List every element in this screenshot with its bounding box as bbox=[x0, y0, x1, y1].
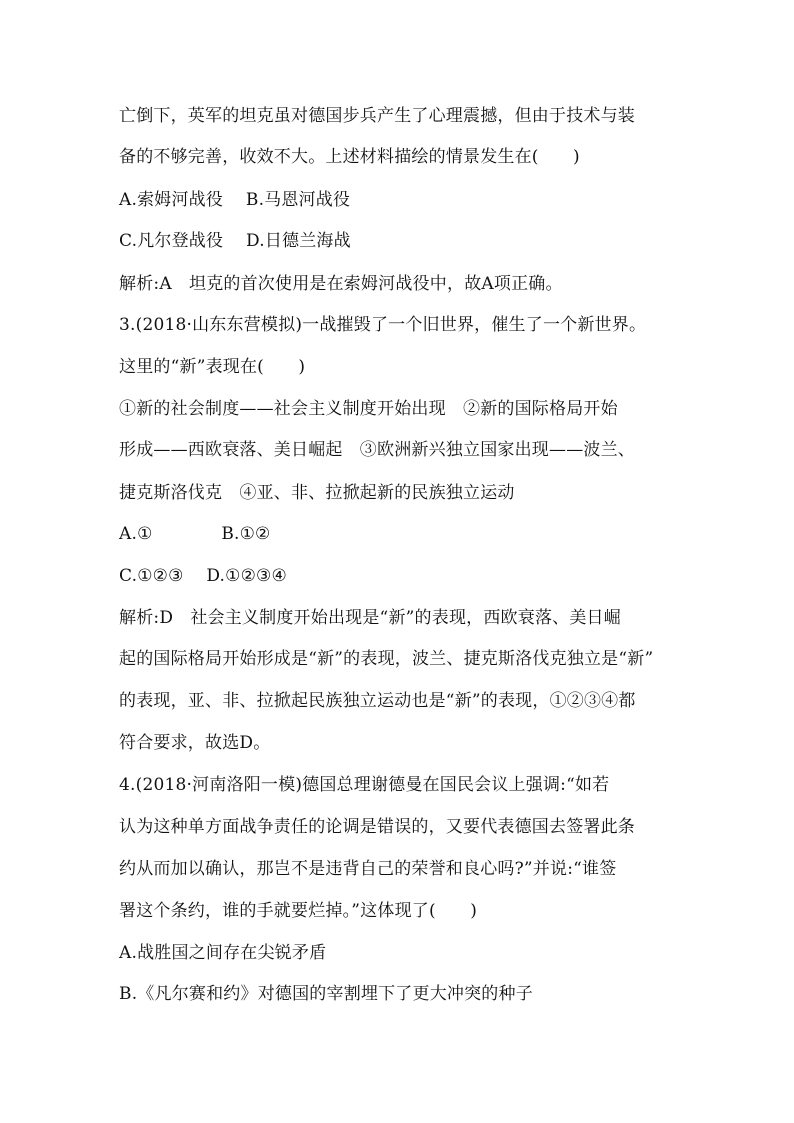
question-4-line-4: 署这个条约，谁的手就要烂掉。”这体现了( ) bbox=[119, 901, 478, 921]
analysis-line-5: 符合要求，故选D。 bbox=[119, 733, 271, 753]
option-line-a-b: A.索姆河战役 B.马恩河战役 bbox=[119, 190, 351, 210]
question-3-line-4: 形成——西欧衰落、美日崛起 ③欧洲新兴独立国家出现——波兰、 bbox=[119, 440, 635, 460]
text-line-1: 亡倒下，英军的坦克虽对德国步兵产生了心理震撼，但由于技术与装 bbox=[119, 106, 635, 126]
question-4-line-1: 4.(2018·河南洛阳一模)德国总理谢德曼在国民会议上强调:“如若 bbox=[119, 775, 610, 795]
option-line-c-d: C.凡尔登战役 D.日德兰海战 bbox=[119, 231, 351, 251]
option-line-a-3: A.战胜国之间存在尖锐矛盾 bbox=[119, 943, 327, 963]
question-3-line-3: ①新的社会制度——社会主义制度开始出现 ②新的国际格局开始 bbox=[119, 399, 618, 419]
analysis-line-1: 解析:A 坦克的首次使用是在索姆河战役中，故A项正确。 bbox=[119, 274, 563, 294]
question-4-line-3: 约从而加以确认，那岂不是违背自己的荣誉和良心吗?”并说:“谁签 bbox=[119, 859, 617, 879]
analysis-line-2: 解析:D 社会主义制度开始出现是“新”的表现，西欧衰落、美日崛 bbox=[119, 608, 621, 628]
question-3-line-5: 捷克斯洛伐克 ④亚、非、拉掀起新的民族独立运动 bbox=[119, 483, 515, 503]
analysis-line-4: 的表现，亚、非、拉掀起民族独立运动也是“新”的表现，①②③④都 bbox=[119, 691, 636, 711]
option-line-c-d-2: C.①②③ D.①②③④ bbox=[119, 566, 287, 586]
option-line-a-b-2: A.① B.①② bbox=[119, 524, 271, 544]
analysis-line-3: 起的国际格局开始形成是“新”的表现，波兰、捷克斯洛伐克独立是“新” bbox=[119, 649, 654, 669]
question-3-line-1: 3.(2018·山东东营模拟)一战摧毁了一个旧世界，催生了一个新世界。 bbox=[119, 315, 647, 335]
question-3-line-2: 这里的“新”表现在( ) bbox=[119, 357, 306, 377]
option-line-b-3: B.《凡尔赛和约》对德国的宰割埋下了更大冲突的种子 bbox=[119, 984, 533, 1004]
text-line-2: 备的不够完善，收效不大。上述材料描绘的情景发生在( ) bbox=[119, 147, 580, 167]
question-4-line-2: 认为这种单方面战争责任的论调是错误的，又要代表德国去签署此条 bbox=[119, 817, 635, 837]
